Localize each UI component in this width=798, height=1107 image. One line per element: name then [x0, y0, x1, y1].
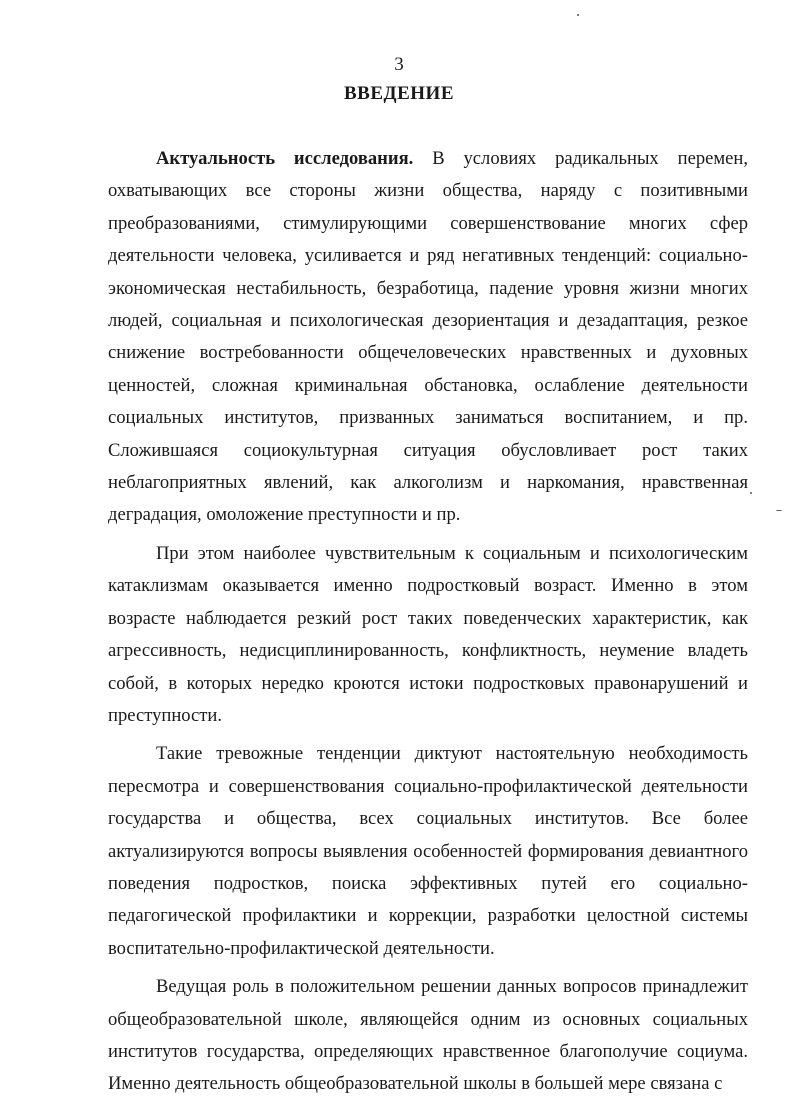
paragraph-lead: Актуальность исследования. [156, 148, 414, 169]
page-title: ВВЕДЕНИЕ [344, 83, 454, 104]
paragraph-3 [108, 738, 748, 965]
page-number: 3 [394, 54, 404, 75]
paragraph-4 [108, 971, 748, 1101]
body-text [108, 143, 748, 1107]
paragraph-2 [108, 538, 748, 732]
scan-speck [750, 492, 752, 494]
scan-speck [577, 14, 579, 16]
paragraph-text: При этом наиболее чувствительным к социальным и психологическим катаклизмам оказывается именно подростковый возраст. Именно в этом возрасте наблюдается резкий рост таких поведенческих характеристик, как агрессивность, недисциплинированность, конфликтность, неумение владеть собой, в которых нередко кроются истоки подростковых правонарушений и преступности. [108, 542, 748, 726]
paragraph-text: Такие тревожные тенденции диктуют настоятельную необходимость пересмотра и совершенствования социально-профилактической деятельности государства и общества, всех социальных институтов. Все более актуализируются вопросы выявления особенностей формирования девиантного поведения подростков, поиска эффективных путей его социально-педагогической профилактики и коррекции, разработки целостной системы воспитательно-профилактической деятельности. [108, 743, 748, 959]
paragraph-1 [108, 143, 748, 532]
paragraph-text: Ведущая роль в положительном решении данных вопросов принадлежит общеобразовательной школе, являющейся одним из основных социальных институтов государства, определяющих нравственное благополучие социума. Именно деятельность общеобразовательной школы в большей мере связана с [108, 976, 748, 1095]
scan-speck [776, 510, 782, 511]
paragraph-text: В условиях радикальных перемен, охватывающих все стороны жизни общества, наряду с позитивными преобразованиями, стимулирующими совершенствование многих сфер деятельности человека, усиливается и ряд негативных тенденций: социально-экономическая нестабильность, безработица, падение уровня жизни многих людей, социальная и психологическая дезориентация и дезадаптация, резкое снижение востребованности общечеловеческих нравственных и духовных ценностей, сложная криминальная обстановка, ослабление деятельности социальных институтов, призванных заниматься воспитанием, и пр. Сложившаяся социокультурная ситуация обусловливает рост таких неблагоприятных явлений, как алкоголизм и наркомания, нравственная деградация, омоложение преступности и пр. [108, 148, 748, 526]
